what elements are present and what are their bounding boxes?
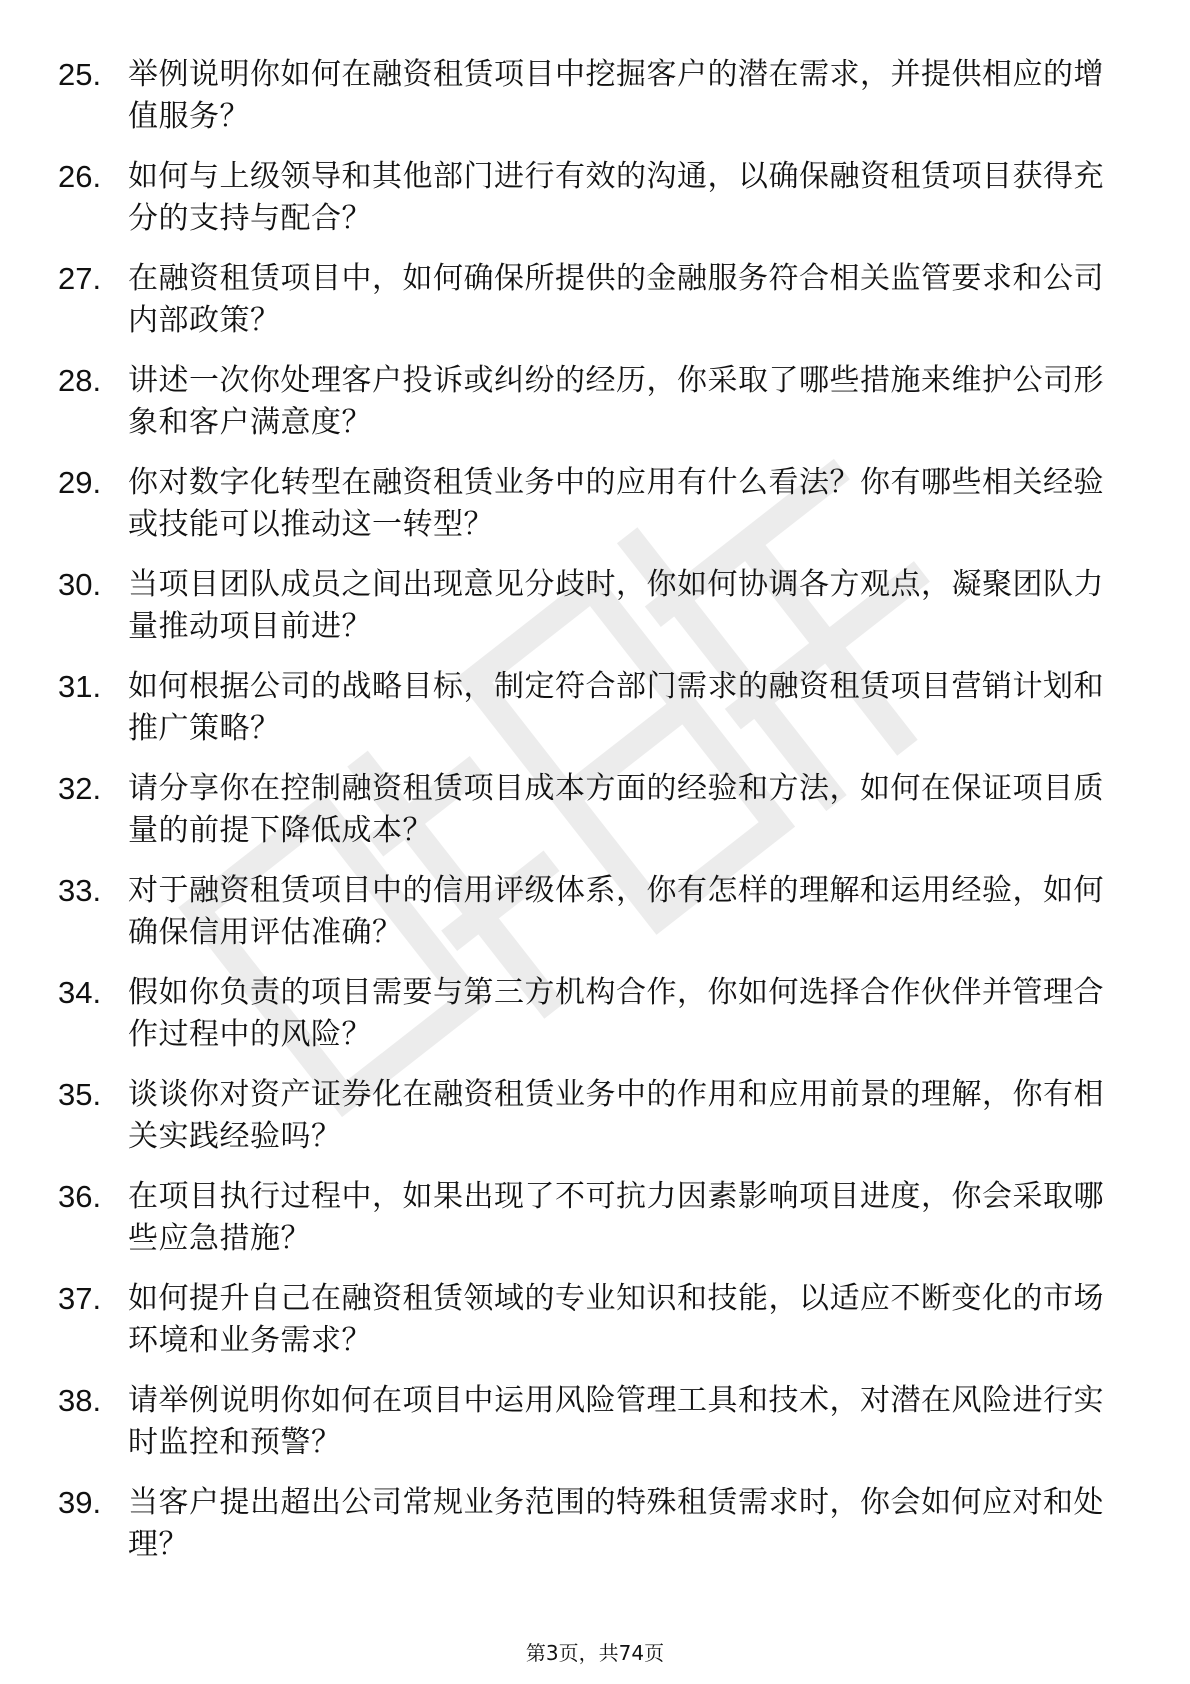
question-number: 25. — [58, 57, 102, 92]
question-text: 请分享你在控制融资租赁项目成本方面的经验和方法，如何在保证项目质量的前提下降低成本？ — [128, 771, 1104, 848]
question-text: 谈谈你对资产证券化在融资租赁业务中的作用和应用前景的理解，你有相关实践经验吗？ — [128, 1077, 1104, 1154]
question-number: 29. — [58, 465, 102, 500]
question-item — [58, 1176, 1118, 1278]
question-text: 对于融资租赁项目中的信用评级体系，你有怎样的理解和运用经验，如何确保信用评估准确？ — [128, 873, 1104, 950]
question-item — [58, 462, 1118, 564]
question-item — [58, 768, 1118, 870]
question-number: 34. — [58, 975, 102, 1010]
question-text: 如何提升自己在融资租赁领域的专业知识和技能，以适应不断变化的市场环境和业务需求？ — [128, 1281, 1104, 1358]
question-number: 32. — [58, 771, 102, 806]
question-number: 26. — [58, 159, 102, 194]
question-item — [58, 258, 1118, 360]
question-text: 如何根据公司的战略目标，制定符合部门需求的融资租赁项目营销计划和推广策略？ — [128, 669, 1104, 746]
question-item — [58, 972, 1118, 1074]
question-number: 33. — [58, 873, 102, 908]
question-item — [58, 1482, 1118, 1584]
question-text: 举例说明你如何在融资租赁项目中挖掘客户的潜在需求，并提供相应的增值服务？ — [128, 57, 1104, 134]
question-text: 在项目执行过程中，如果出现了不可抗力因素影响项目进度，你会采取哪些应急措施？ — [128, 1179, 1104, 1256]
question-number: 31. — [58, 669, 102, 704]
question-number: 36. — [58, 1179, 102, 1214]
question-number: 37. — [58, 1281, 102, 1316]
question-text: 在融资租赁项目中，如何确保所提供的金融服务符合相关监管要求和公司内部政策？ — [128, 261, 1104, 338]
question-item — [58, 666, 1118, 768]
question-text: 你对数字化转型在融资租赁业务中的应用有什么看法？你有哪些相关经验或技能可以推动这一转型？ — [128, 465, 1104, 542]
question-text: 当客户提出超出公司常规业务范围的特殊租赁需求时，你会如何应对和处理？ — [128, 1485, 1104, 1562]
question-item — [58, 1074, 1118, 1176]
question-item — [58, 360, 1118, 462]
question-item — [58, 54, 1118, 156]
question-text: 当项目团队成员之间出现意见分歧时，你如何协调各方观点，凝聚团队力量推动项目前进？ — [128, 567, 1104, 644]
question-item — [58, 564, 1118, 666]
question-text: 如何与上级领导和其他部门进行有效的沟通，以确保融资租赁项目获得充分的支持与配合？ — [128, 159, 1104, 236]
question-number: 27. — [58, 261, 102, 296]
question-item — [58, 870, 1118, 972]
question-list — [58, 54, 1118, 1584]
question-text: 请举例说明你如何在项目中运用风险管理工具和技术，对潜在风险进行实时监控和预警？ — [128, 1383, 1104, 1460]
question-text: 假如你负责的项目需要与第三方机构合作，你如何选择合作伙伴并管理合作过程中的风险？ — [128, 975, 1104, 1052]
question-text: 讲述一次你处理客户投诉或纠纷的经历，你采取了哪些措施来维护公司形象和客户满意度？ — [128, 363, 1104, 440]
question-number: 35. — [58, 1077, 102, 1112]
question-item — [58, 1278, 1118, 1380]
page-footer: 第3页，共74页 — [525, 1641, 665, 1665]
question-number: 38. — [58, 1383, 102, 1418]
question-number: 39. — [58, 1485, 102, 1520]
question-item — [58, 1380, 1118, 1482]
question-item — [58, 156, 1118, 258]
question-number: 30. — [58, 567, 102, 602]
question-number: 28. — [58, 363, 102, 398]
